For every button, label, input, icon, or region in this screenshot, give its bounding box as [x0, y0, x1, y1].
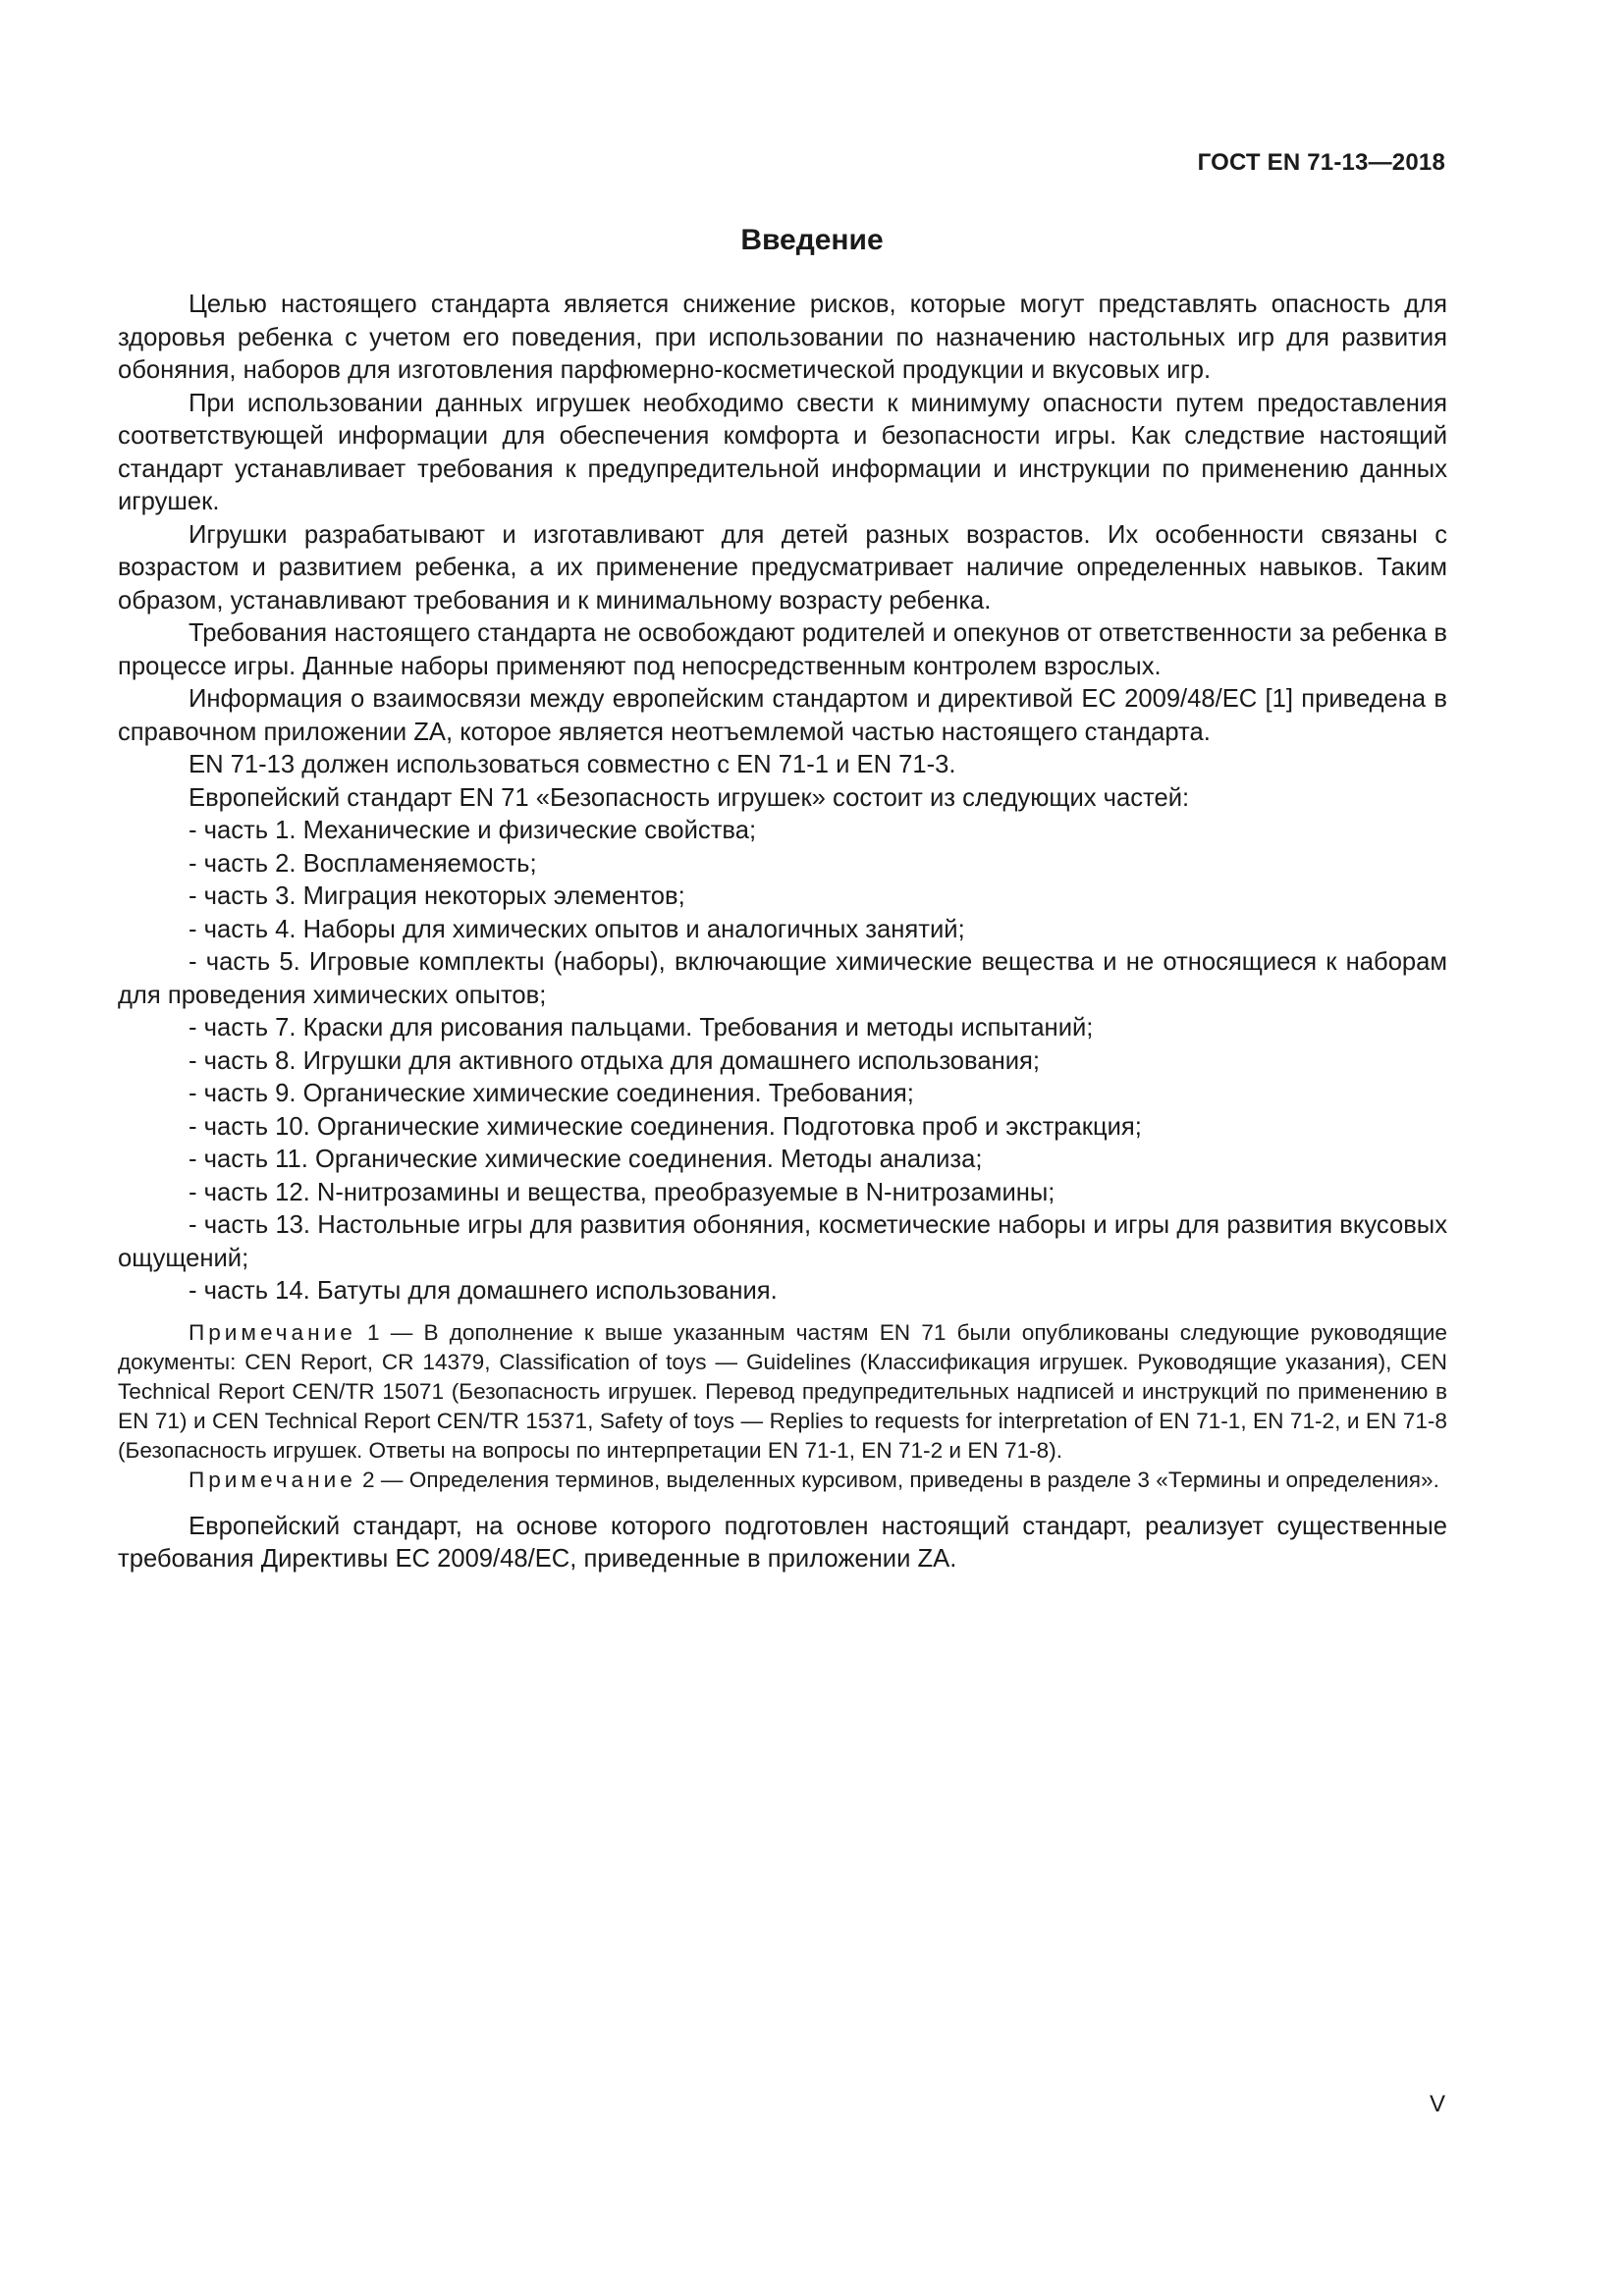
list-item: - часть 10. Органические химические соединения. Подготовка проб и экстракция;: [189, 1112, 1142, 1141]
list-item: - часть 11. Органические химические соединения. Методы анализа;: [189, 1146, 983, 1173]
list-item: - часть 4. Наборы для химических опытов и аналогичных занятий;: [189, 915, 965, 943]
list-item: - часть 14. Батуты для домашнего использования.: [189, 1277, 778, 1305]
paragraph: При использовании данных игрушек необходимо свести к минимуму опасности путем предоставления соответствующей информации для обеспечения комфорта и безопасности игры. Как следствие настоящий стандарт устанавливает требования к предупредительной информации и инструкции по применению данных игрушек.: [118, 389, 1447, 515]
paragraph: Информация о взаимосвязи между европейским стандартом и директивой ЕС 2009/48/ЕС [1] приведена в справочном приложении ZA, которое является неотъемлемой частью настоящего стандарта.: [118, 685, 1447, 746]
paragraph: EN 71-13 должен использоваться совместно с EN 71-1 и EN 71-3.: [189, 751, 956, 778]
list-item: - часть 12. N-нитрозамины и вещества, преобразуемые в N-нитрозамины;: [189, 1178, 1056, 1206]
paragraph: Игрушки разрабатывают и изготавливают для детей разных возрастов. Их особенности связаны с возрастом и развитием ребенка, а их применение предусматривает наличие определенных навыков. Таким образом, устанавливают требования и к минимальному возрасту ребенка.: [118, 520, 1447, 614]
document-code: ГОСТ EN 71-13—2018: [1197, 149, 1445, 176]
page-number: V: [1429, 2091, 1445, 2117]
paragraph: Требования настоящего стандарта не освобождают родителей и опекунов от ответственности за ребенка в процессе игры. Данные наборы применяют под непосредственным контролем взрослых.: [118, 619, 1447, 680]
list-item: - часть 3. Миграция некоторых элементов;: [189, 882, 685, 910]
note: [118, 1318, 1447, 1466]
note-label: Примечание: [189, 1467, 356, 1492]
note-text: 1 — В дополнение к выше указанным частям EN 71 были опубликованы следующие руководящие документы: CEN Report, CR 14379, Classification of toys — Guidelines (Классификация игрушек. Руководящие указания), CEN Technical Report CEN/TR 15071 (Безопасность игрушек. Перевод предупредительных надписей и инструкций по применению в EN 71) и CEN Technical Report CEN/TR 15371, Safety of toys — Replies to requests for interpretation of EN 71-1, EN 71-2, и EN 71-8 (Безопасность игрушек. Ответы на вопросы по интерпретации EN 71-1, EN 71-2 и EN 71-8).: [118, 1319, 1447, 1463]
note-label: Примечание: [189, 1319, 356, 1345]
section-title: Введение: [740, 224, 884, 256]
paragraph: Европейский стандарт EN 71 «Безопасность игрушек» состоит из следующих частей:: [189, 783, 1190, 812]
parts-list: [118, 815, 1447, 1308]
list-item: - часть 8. Игрушки для активного отдыха для домашнего использования;: [189, 1046, 1040, 1075]
list-item: - часть 2. Воспламеняемость;: [189, 849, 537, 878]
paragraph: Целью настоящего стандарта является снижение рисков, которые могут представлять опасность для здоровья ребенка с учетом его поведения, при использовании по назначению настольных игр для развития обоняния, наборов для изготовления парфюмерно-косметической продукции и вкусовых игр.: [118, 291, 1447, 384]
section-body: [118, 289, 1447, 1576]
note: [118, 1466, 1447, 1495]
list-item: - часть 7. Краски для рисования пальцами. Требования и методы испытаний;: [189, 1014, 1094, 1041]
notes-block: [118, 1318, 1447, 1495]
list-item: - часть 9. Органические химические соединения. Требования;: [189, 1080, 914, 1107]
list-item: - часть 1. Механические и физические свойства;: [189, 817, 757, 844]
list-item: - часть 13. Настольные игры для развития обоняния, косметические наборы и игры для развития вкусовых ощущений;: [118, 1211, 1447, 1272]
final-paragraph: Европейский стандарт, на основе которого подготовлен настоящий стандарт, реализует существенные требования Директивы ЕС 2009/48/ЕС, приведенные в приложении ZA.: [118, 1512, 1447, 1573]
final-block: [118, 1511, 1447, 1576]
note-text: 2 — Определения терминов, выделенных курсивом, приведены в разделе 3 «Термины и определения».: [355, 1467, 1439, 1492]
list-item: - часть 5. Игровые комплекты (наборы), включающие химические вещества и не относящиеся к наборам для проведения химических опытов;: [118, 948, 1447, 1009]
